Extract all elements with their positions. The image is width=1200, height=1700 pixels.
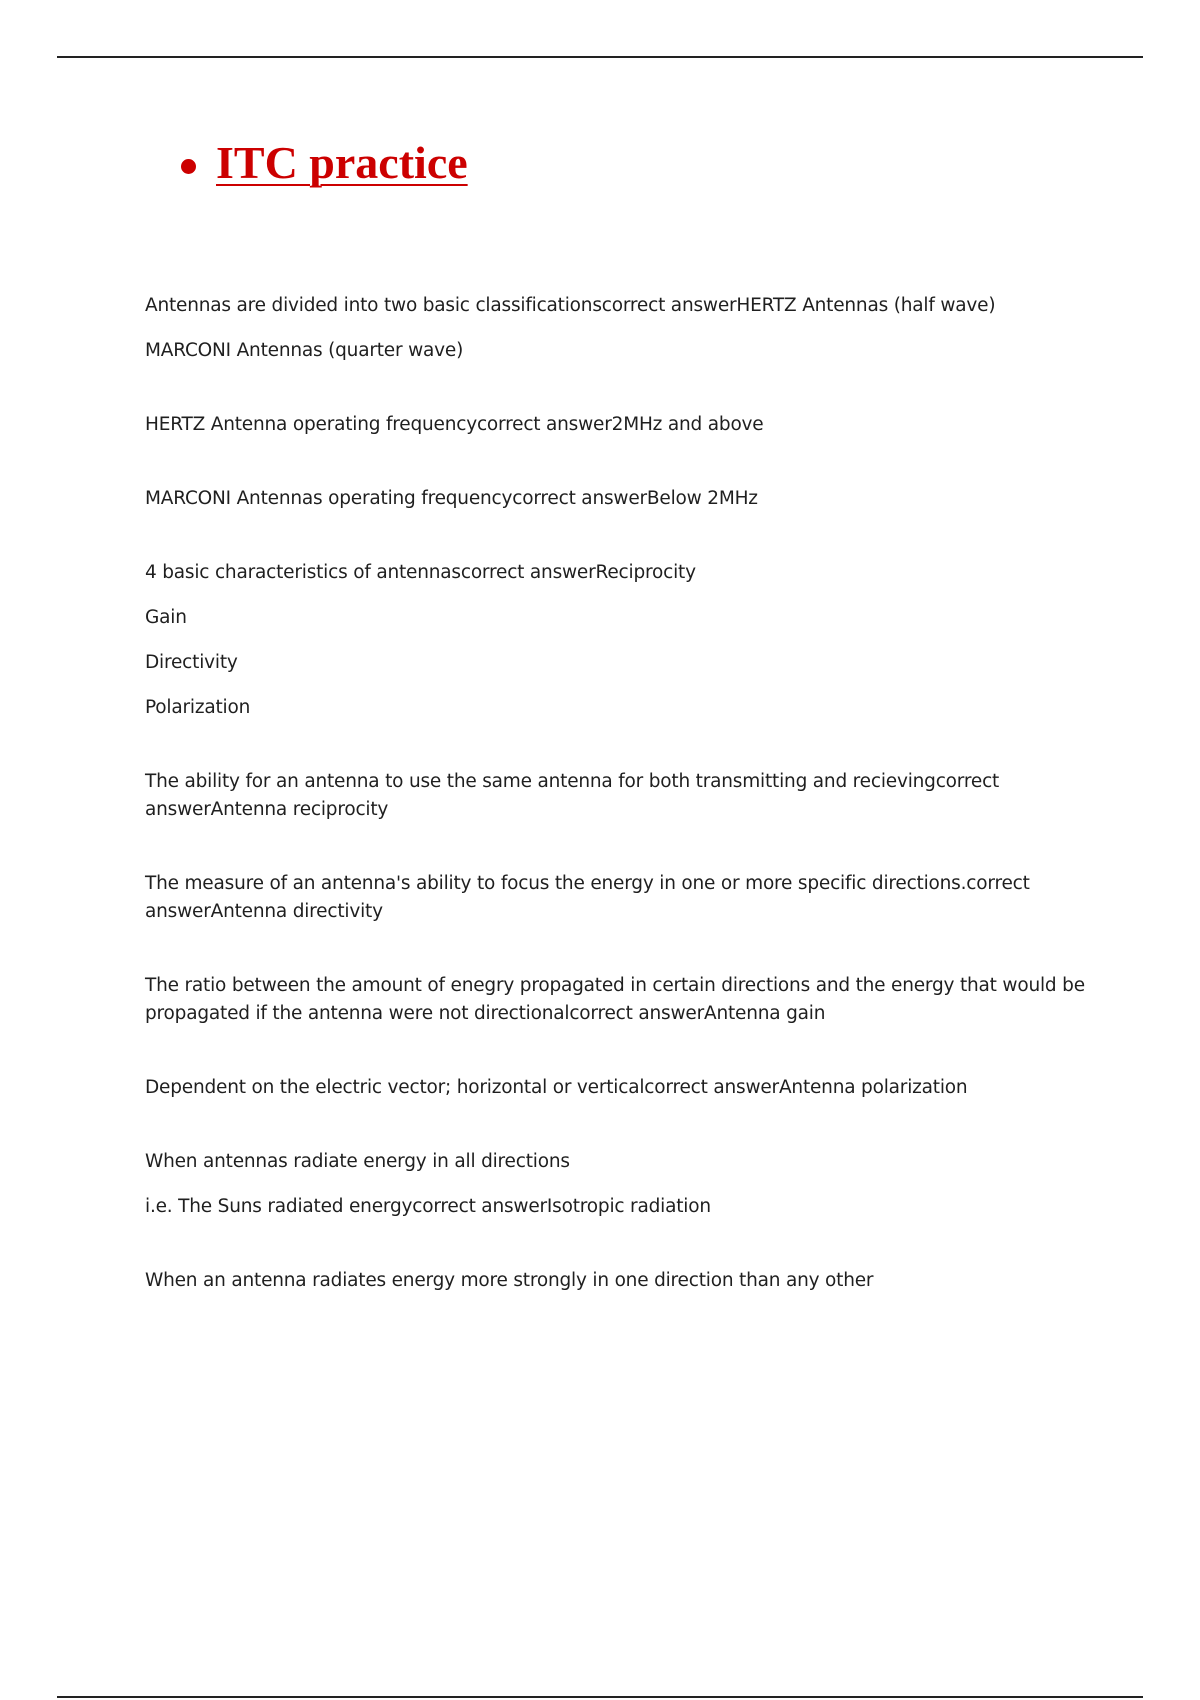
flashcard-line: Dependent on the electric vector; horizontal or verticalcorrect answerAntenna polarization (145, 1077, 968, 1098)
flashcard (145, 292, 1085, 365)
flashcard-line: When antennas radiate energy in all directions (145, 1151, 570, 1172)
flashcard-line: When an antenna radiates energy more strongly in one direction than any other (145, 1270, 874, 1291)
flashcard (145, 411, 1085, 439)
flashcard (145, 485, 1085, 513)
flashcard-line: i.e. The Suns radiated energycorrect answerIsotropic radiation (145, 1196, 711, 1217)
flashcard-line: The ratio between the amount of enegry propagated in certain directions and the energy that would be propagated if the antenna were not directionalcorrect answerAntenna gain (145, 975, 1085, 1024)
flashcard (145, 1148, 1085, 1221)
bullet-icon (181, 159, 196, 174)
flashcard (145, 870, 1085, 926)
flashcard-line: HERTZ Antenna operating frequencycorrect answer2MHz and above (145, 414, 764, 435)
title-row (181, 137, 468, 188)
flashcard (145, 972, 1085, 1028)
flashcard-line: Directivity (145, 652, 238, 673)
flashcard-line: MARCONI Antennas (quarter wave) (145, 340, 464, 361)
footer-rule (57, 1696, 1143, 1698)
flashcard-line: Antennas are divided into two basic classificationscorrect answerHERTZ Antennas (half wave) (145, 295, 996, 316)
flashcard-line: The ability for an antenna to use the same antenna for both transmitting and recievingcorrect answerAntenna reciprocity (145, 771, 1000, 820)
flashcard (145, 1074, 1085, 1102)
flashcard-line: 4 basic characteristics of antennascorrect answerReciprocity (145, 562, 696, 583)
flashcard-line: The measure of an antenna's ability to focus the energy in one or more specific directions.correct answerAntenna directivity (145, 873, 1030, 922)
flashcard-line: MARCONI Antennas operating frequencycorrect answerBelow 2MHz (145, 488, 758, 509)
flashcard-line: Gain (145, 607, 187, 628)
header-rule (57, 56, 1143, 58)
flashcard (145, 1267, 1085, 1295)
flashcard-line: Polarization (145, 697, 251, 718)
flashcard-list (145, 292, 1085, 1341)
document-title: ITC practice (216, 137, 468, 188)
flashcard (145, 768, 1085, 824)
flashcard (145, 559, 1085, 722)
